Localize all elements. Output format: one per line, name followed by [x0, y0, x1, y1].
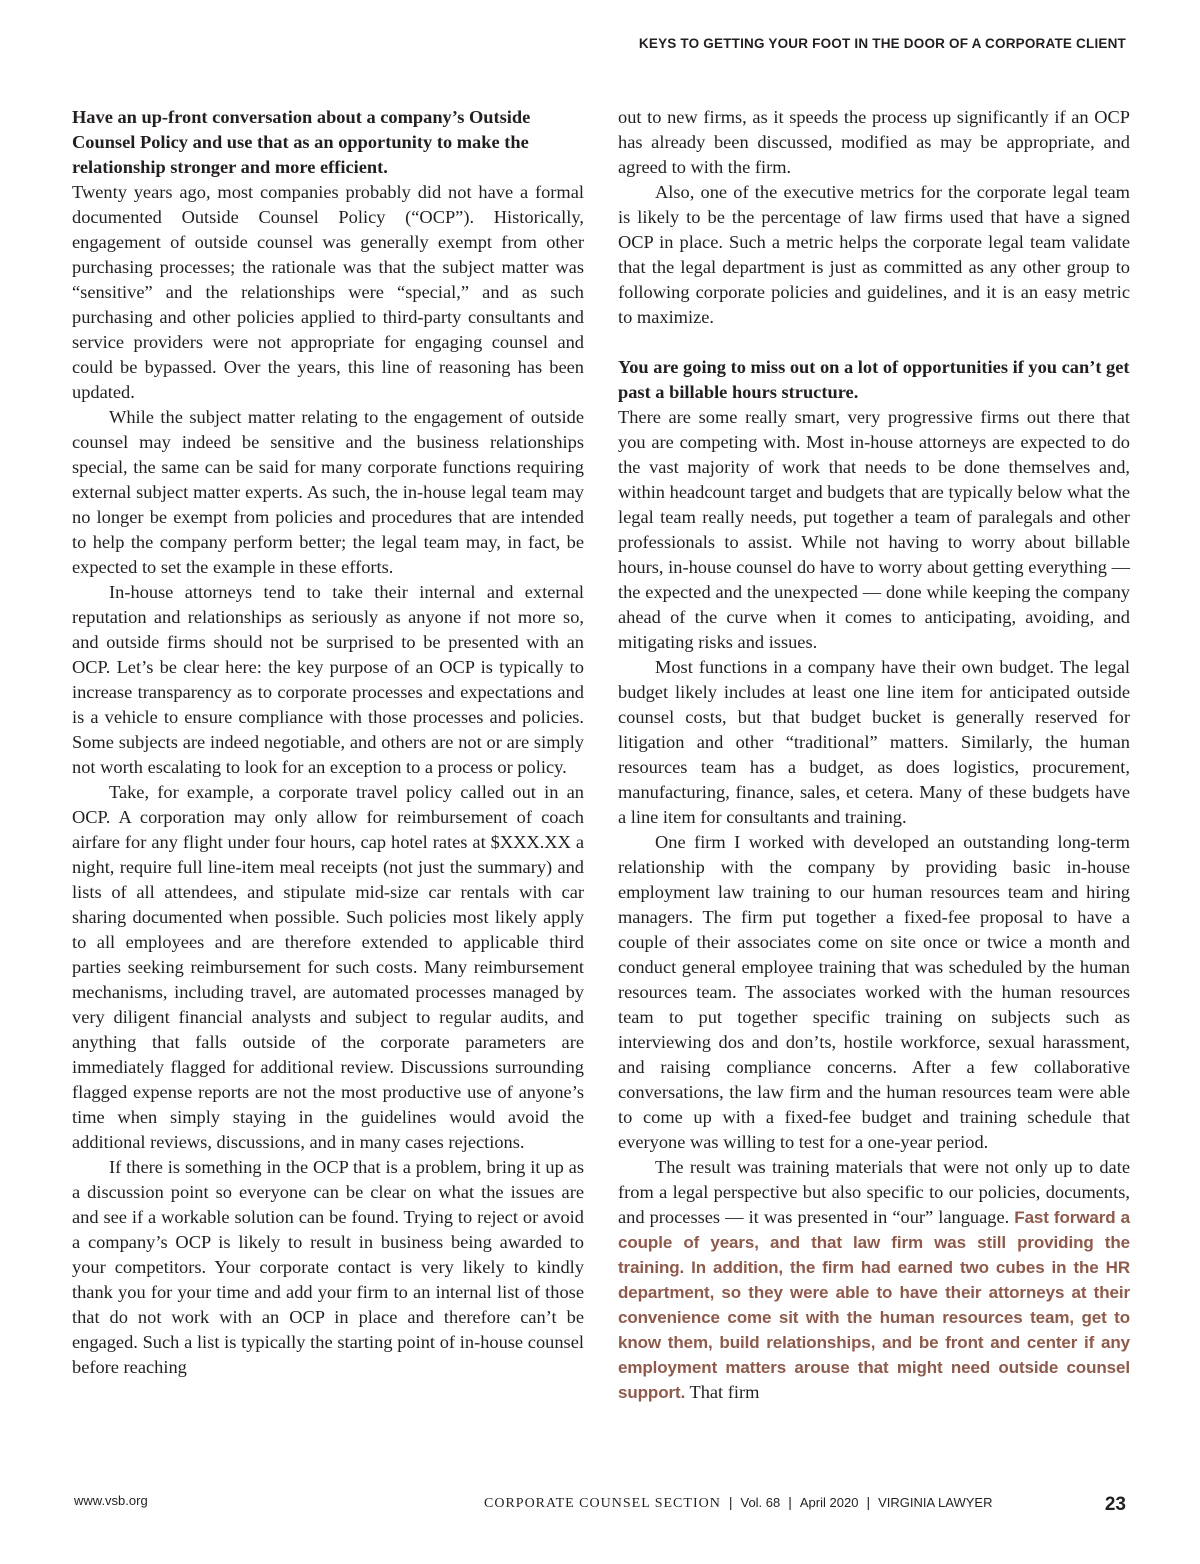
- body-paragraph: Twenty years ago, most companies probably did not have a formal documented Outside Counsel Policy (“OCP”). Historically, engagement of outside counsel was generally exempt from other purchasing processes; the rationale was that the subject matter was “sensitive” and the relationships were “special,” and as such purchasing and other policies applied to third-party consultants and service providers were not appropriate for engaging counsel and could be bypassed. Over the years, this line of reasoning has been updated.: [72, 182, 584, 402]
- footer-separator: |: [728, 1494, 733, 1510]
- section-heading-billable-hours: You are going to miss out on a lot of opportunities if you can’t get past a billable hours structure.: [618, 357, 1130, 402]
- running-title: KEYS TO GETTING YOUR FOOT IN THE DOOR OF A CORPORATE CLIENT: [638, 36, 1126, 51]
- footer-date: April 2020: [799, 1495, 859, 1510]
- footer-publication-info: [484, 1494, 992, 1512]
- body-paragraph: There are some really smart, very progressive firms out there that you are competing with. Most in-house attorneys are expected to do the vast majority of work that needs to be done themselves and, within headcount target and budgets that are typically below what the legal team really needs, put together a team of paralegals and other professionals to assist. While not having to worry about billable hours, in-house counsel do have to worry about getting everything — the expected and the unexpected — done while keeping the company ahead of the curve when it comes to anticipating, avoiding, and mitigating risks and issues.: [618, 407, 1130, 652]
- body-paragraph: While the subject matter relating to the engagement of outside counsel may indeed be sensitive and the business relationships special, the same can be said for many corporate functions requiring external subject matter experts. As such, the in-house legal team may no longer be exempt from policies and procedures that are intended to help the company perform better; the legal team may, in fact, be expected to set the example in these efforts.: [72, 407, 584, 577]
- body-paragraph: Most functions in a company have their own budget. The legal budget likely includes at least one line item for anticipated outside counsel costs, but that budget bucket is generally reserved for litigation and other “traditional” matters. Similarly, the human resources team has a budget, as does logistics, procurement, manufacturing, finance, sales, et cetera. Many of these budgets have a line item for consultants and training.: [618, 657, 1130, 827]
- body-paragraph: In-house attorneys tend to take their internal and external reputation and relationships as seriously as anyone if not more so, and outside firms should not be surprised to be presented with an OCP. Let’s be clear here: the key purpose of an OCP is typically to increase transparency as to corporate processes and expectations and is a vehicle to ensure compliance with those processes and policies. Some subjects are indeed negotiable, and others are not or are simply not worth escalating to look for an exception to a process or policy.: [72, 582, 584, 777]
- right-column: [618, 105, 1130, 1405]
- section-heading-ocp: Have an up-front conversation about a company’s Outside Counsel Policy and use that as an opportunity to make the relationship stronger and more efficient.: [72, 107, 531, 177]
- body-paragraph: One firm I worked with developed an outstanding long-term relationship with the company by providing basic in-house employment law training to our human resources team and hiring managers. The firm put together a fixed-fee proposal to have a couple of their associates come on site once or twice a month and conduct general employee training that was scheduled by the human resources team. The associates worked with the human resources team to put together specific training on subjects such as interviewing dos and don’ts, hostile workforce, sexual harassment, and raising compliance concerns. After a few collaborative conversations, the law firm and the human resources team were able to come up with a fixed-fee budget and training schedule that everyone was willing to test for a one-year period.: [618, 832, 1130, 1152]
- body-paragraph: out to new firms, as it speeds the process up significantly if an OCP has already been discussed, modified as may be appropriate, and agreed to with the firm.: [618, 107, 1130, 177]
- final-paragraph-text: The result was training materials that were not only up to date from a legal perspective but also specific to our policies, documents, and processes — it was presented in “our” language.: [618, 1157, 1130, 1227]
- footer-publication-name: VIRGINIA LAWYER: [878, 1495, 993, 1510]
- body-paragraph: Take, for example, a corporate travel policy called out in an OCP. A corporation may only allow for reimbursement of coach airfare for any flight under four hours, cap hotel rates at $XXX.XX a night, require full line-item meal receipts (not just the summary) and lists of all attendees, and stipulate mid-size car rentals with car sharing documented when possible. Such policies most likely apply to all employees and are therefore extended to applicable third parties seeking reimbursement for such costs. Many reimbursement mechanisms, including travel, are automated processes managed by very diligent financial analysts and subject to regular audits, and anything that falls outside of the corporate parameters are immediately flagged for additional review. Discussions surrounding flagged expense reports are not the most productive use of anyone’s time when simply staying in the guidelines would avoid the additional reviews, discussions, and in many cases rejections.: [72, 782, 584, 1152]
- final-paragraph-tail: That firm: [689, 1382, 760, 1402]
- left-column: [72, 105, 584, 1380]
- body-paragraph: Also, one of the executive metrics for the corporate legal team is likely to be the percentage of law firms used that have a signed OCP in place. Such a metric helps the corporate legal team validate that the legal department is just as committed as any other group to following corporate policies and guidelines, and it is an easy metric to maximize.: [618, 182, 1130, 327]
- footer-section-name: CORPORATE COUNSEL SECTION: [484, 1496, 721, 1511]
- highlighted-callout: Fast forward a couple of years, and that law firm was still providing the training. In addition, the firm had earned two cubes in the HR department, so they were able to have their attorneys at their convenience come sit with the human resources team, get to know them, build relationships, and be front and center if any employment matters arouse that might need outside counsel support.: [618, 1208, 1130, 1402]
- footer-website-url: www.vsb.org: [74, 1493, 148, 1508]
- body-paragraph: If there is something in the OCP that is a problem, bring it up as a discussion point so everyone can be clear on what the issues are and see if a workable solution can be found. Trying to reject or avoid a company’s OCP is likely to result in business being awarded to your competitors. Your corporate contact is very likely to kindly thank you for your time and add your firm to an internal list of those that do not work with an OCP in place and therefore can’t be engaged. Such a list is typically the starting point of in-house counsel before reaching: [72, 1157, 584, 1377]
- footer-separator: |: [866, 1494, 871, 1510]
- footer-separator: |: [788, 1494, 792, 1510]
- final-paragraph: [618, 1155, 1130, 1405]
- footer-volume: Vol. 68: [740, 1495, 781, 1510]
- section-spacer: [618, 330, 1130, 355]
- page-number: 23: [1104, 1494, 1126, 1515]
